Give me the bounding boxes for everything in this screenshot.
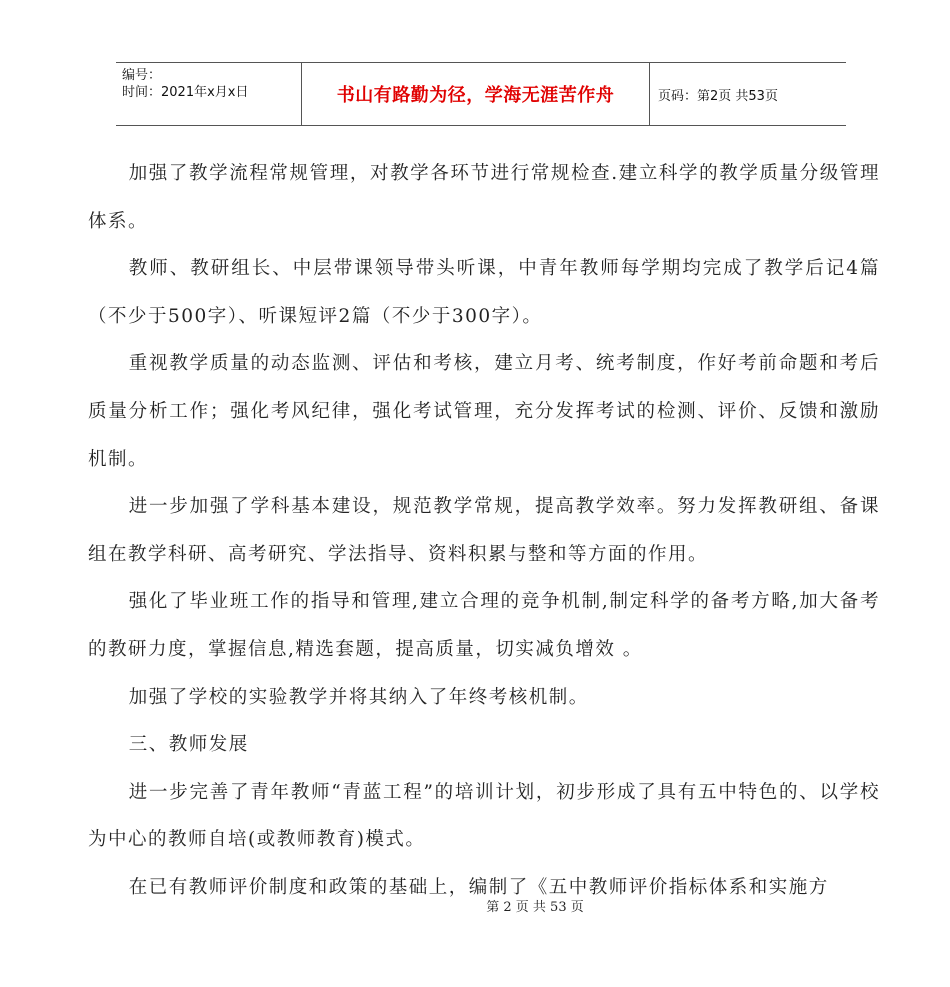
paragraph: 教师、教研组长、中层带课领导带头听课，中青年教师每学期均完成了教学后记4篇（不少于500字）、听课短评2篇（不少于300字）。 xyxy=(88,258,880,327)
header-motto: 书山有路勤为径，学海无涯苦作舟 xyxy=(302,63,650,125)
header-date: 时间：2021年x月x日 xyxy=(122,85,249,100)
paragraph: 加强了教学流程常规管理，对教学各环节进行常规检查.建立科学的教学质量分级管理体系。 xyxy=(88,163,880,232)
paragraph: 加强了学校的实验教学并将其纳入了年终考核机制。 xyxy=(128,686,589,708)
paragraph: 进一步完善了青年教师“青蓝工程”的培训计划，初步形成了具有五中特色的、以学校为中心的教师自培(或教师教育)模式。 xyxy=(88,781,880,851)
document-header xyxy=(116,62,846,126)
paragraph: 重视教学质量的动态监测、评估和考核，建立月考、统考制度，作好考前命题和考后质量分析工作；强化考风纪律，强化考试管理，充分发挥考试的检测、评价、反馈和激励机制。 xyxy=(88,353,880,470)
page-footer: 第 2 页 共 53 页 xyxy=(486,900,584,915)
paragraph: 进一步加强了学科基本建设，规范教学常规，提高教学效率。努力发挥教研组、备课组在教学科研、高考研究、学法指导、资料积累与整和等方面的作用。 xyxy=(88,496,880,565)
header-meta xyxy=(116,63,302,125)
paragraph: 在已有教师评价制度和政策的基础上，编制了《五中教师评价指标体系和实施方 xyxy=(128,876,829,898)
paragraph: 强化了毕业班工作的指导和管理,建立合理的竞争机制,制定科学的备考方略,加大备考的教研力度，掌握信息,精选套题，提高质量，切实减负增效 。 xyxy=(88,591,880,660)
header-number-label: 编号： xyxy=(122,68,162,83)
document-body xyxy=(88,150,880,912)
section-heading: 三、教师发展 xyxy=(128,734,249,756)
header-page-info: 页码：第2页 共53页 xyxy=(658,88,778,104)
